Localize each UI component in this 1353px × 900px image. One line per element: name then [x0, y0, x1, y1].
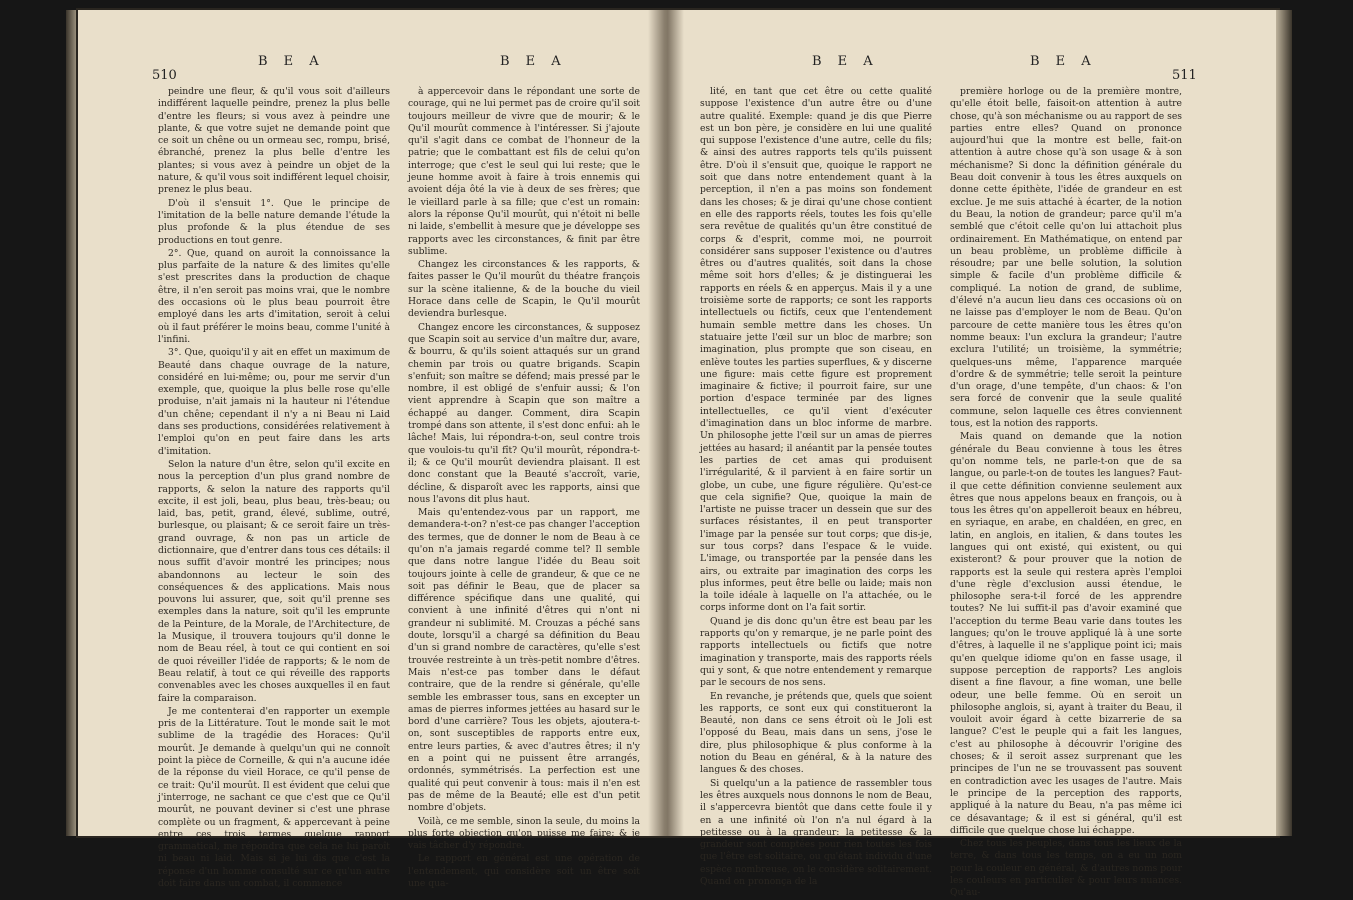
right-page-column-1 — [700, 86, 932, 887]
paragraph: Mais quand on demande que la notion générale du Beau convienne à tous les êtres qu'on nomme tels, ne parle-t-on que de sa langue, ou parle-t-on de toutes les langues? Faut-il que cette définition convienne seulement aux êtres que nous appelons beaux en françois, ou à tous les êtres qu'on appelleroit beaux en hébreu, en syriaque, en arabe, en chaldéen, en grec, en latin, en anglois, en italien, & dans toutes les langues qui ont existé, qui existent, ou qui existeront? & pour prouver que la notion de rapports est la seule qui restera après l'emploi d'une règle d'exclusion aussi étendue, le philosophe sera-t-il forcé de les apprendre toutes? Ne lui suffit-il pas d'avoir examiné que l'acception du terme Beau varie dans toutes les langues; qu'on le trouve appliqué là à une sorte d'êtres, à laquelle il ne s'applique point ici; mais qu'en quelque idiome qu'on en fasse usage, il suppose perception de rapports? Les anglois disent a fine flavour, a fine woman, une belle odeur, une belle femme. Où en seroit un philosophe anglois, si, ayant à traiter du Beau, il vouloit avoir égard à cette bizarrerie de sa langue? C'est le peuple qui a fait les langues, c'est au philosophe à découvrir l'origine des choses; & il seroit assez surprenant que les principes de l'un ne se trouvassent pas souvent en contradiction avec les usages de l'autre. Mais le principe de la perception des rapports, appliqué à la nature du Beau, n'a pas même ici ce désavantage; & il est si général, qu'il est difficile que quelque chose lui échappe. — [950, 431, 1182, 836]
right-page-column-2 — [950, 86, 1182, 899]
paragraph: Chez tous les peuples, dans tous les lieux de la terre, & dans tous les temps, on a eu un nom pour la couleur en général, & d'autres noms pour les couleurs en particulier & pour leurs nuances. Qu'au- — [950, 838, 1182, 899]
paragraph: Je me contenterai d'en rapporter un exemple pris de la Littérature. Tout le monde sait le mot sublime de la tragédie des Horaces: Qu'il mourût. Je demande à quelqu'un qui ne connoît point la pièce de Corneille, & qui n'a aucune idée de la réponse du vieil Horace, ce qu'il pense de ce trait: Qu'il mourût. Il est évident que celui que j'interroge, ne sachant ce que c'est que ce Qu'il mourût, ne pouvant deviner si c'est une phrase complète ou un fragment, & appercevant à peine entre ces trois termes quelque rapport grammatical, me répondra que cela ne lui paroît ni beau ni laid. Mais si je lui dis que c'est la réponse d'un homme consulté sur ce qu'un autre doit faire dans un combat, il commence — [158, 705, 390, 889]
running-head-right-col1: B E A — [812, 54, 879, 69]
left-page-column-2 — [408, 86, 640, 889]
book-edge-right — [1276, 10, 1292, 836]
paragraph: Changez encore les circonstances, & supposez que Scapin soit au service d'un maître dur, avare, & bourru, & qu'ils soient attaqués sur un grand chemin par trois ou quatre brigands. Scapin s'enfuit; son maître se défend; mais pressé par le nombre, il est obligé de s'enfuir aussi; & l'on vient apprendre à Scapin que son maître a échappé au danger. Comment, dira Scapin trompé dans son attente, il s'est donc enfui: ah le lâche! Mais, lui répondra-t-on, seul contre trois que voulois-tu qu'il fît? Qu'il mourût, répondra-t-il; & ce Qu'il mourût deviendra plaisant. Il est donc constant que la Beauté s'accroît, varie, décline, & disparoît avec les rapports, ainsi que nous l'avons dit plus haut. — [408, 321, 640, 505]
page-number-right: 511 — [1172, 68, 1197, 83]
paragraph: D'où il s'ensuit 1°. Que le principe de l'imitation de la belle nature demande l'étude la plus profonde & la plus étendue de ses productions en tout genre. — [158, 197, 390, 246]
paragraph: Voilà, ce me semble, sinon la seule, du moins la plus forte objection qu'on puisse me faire; & je vais tâcher d'y répondre. — [408, 815, 640, 852]
paragraph: Changez les circonstances & les rapports, & faites passer le Qu'il mourût du théatre françois sur la scène italienne, & de la bouche du vieil Horace dans celle de Scapin, le Qu'il mourût deviendra burlesque. — [408, 259, 640, 320]
left-page-column-1 — [158, 86, 390, 889]
paragraph: lité, en tant que cet être ou cette qualité suppose l'existence d'un autre être ou d'une autre qualité. Exemple: quand je dis que Pierre est un bon père, je considère en lui une qualité qui suppose l'existence d'une autre, celle du fils; & ainsi des autres rapports tels qu'ils puissent être. D'où il s'ensuit que, quoique le rapport ne soit que dans notre entendement quant à la perception, il n'en a pas moins son fondement dans les choses; & je dirai qu'une chose contient en elle des rapports réels, toutes les fois qu'elle sera revêtue de qualités qu'un être constitué de corps & d'esprit, comme moi, ne pourroit considérer sans supposer l'existence ou d'autres êtres ou d'autres qualités, soit dans la chose même soit hors d'elles; & je distinguerai les rapports en réels & en apperçus. Mais il y a une troisième sorte de rapports; ce sont les rapports intellectuels ou fictifs, ceux que l'entendement humain semble mettre dans les choses. Un statuaire jette l'œil sur un bloc de marbre; son imagination, plus prompte que son ciseau, en enlève toutes les parties superflues, & y discerne une figure: mais cette figure est proprement imaginaire & fictive; il pourroit faire, sur une portion d'espace terminée par des lignes intellectuelles, ce qu'il vient d'exécuter d'imagination dans un bloc informe de marbre. Un philosophe jette l'œil sur un amas de pierres jettées au hasard; il anéantit par la pensée toutes les parties de cet amas qui produisent l'irrégularité, & il parvient à en faire sortir un globe, un cube, une figure régulière. Qu'est-ce que cela signifie? Que, quoique la main de l'artiste ne puisse tracer un dessein que sur des surfaces résistantes, il en peut transporter l'image par la pensée sur tout corps; que dis-je, sur tous corps? dans l'espace & le vuide. L'image, ou transportée par la pensée dans les airs, ou extraite par imagination des corps les plus informes, peut être belle ou laide; mais non la toile idéale à laquelle on l'a attachée, ou le corps informe dont on l'a fait sortir. — [700, 86, 932, 614]
book-gutter — [648, 10, 684, 836]
paragraph: Quand je dis donc qu'un être est beau par les rapports qu'on y remarque, je ne parle point des rapports intellectuels ou fictifs que notre imagination y transporte, mais des rapports réels qui y sont, & que notre entendement y remarque par le secours de nos sens. — [700, 615, 932, 689]
paragraph: Si quelqu'un a la patience de rassembler tous les êtres auxquels nous donnons le nom de Beau, il s'appercevra bientôt que dans cette foule il y en a une infinité où l'on n'a nul égard à la petitesse ou à la grandeur: la petitesse & la grandeur sont comptées pour rien toutes les fois que l'être est solitaire, ou qu'étant individu d'une espèce nombreuse, on le considère solitairement. Quand on prononça de la — [700, 777, 932, 887]
paragraph: première horloge ou de la première montre, qu'elle étoit belle, faisoit-on attention à autre chose, qu'à son méchanisme ou au rapport de ses parties entre elles? Quand on prononce aujourd'hui que la montre est belle, fait-on attention à autre chose qu'à son usage & à son méchanisme? Si donc la définition générale du Beau doit convenir à tous les êtres auxquels on donne cette épithète, l'idée de grandeur en est exclue. Je me suis attaché à écarter, de la notion du Beau, la notion de grandeur; parce qu'il m'a semblé que c'étoit celle qu'on lui attachoit plus ordinairement. En Mathématique, on entend par un beau problème, un problème difficile à résoudre; par une belle solution, la solution simple & facile d'un problème difficile & compliqué. La notion de grand, de sublime, d'élevé n'a aucun lieu dans ces occasions où on ne laisse pas d'employer le nom de Beau. Qu'on parcoure de cette manière tous les êtres qu'on nomme beaux: l'un exclura la grandeur; l'autre exclura l'utilité; un troisième, la symmétrie; quelques-uns même, l'apparence marquée d'ordre & de symmétrie; telle seroit la peinture d'un orage, d'une tempête, d'un chaos: & l'on sera forcé de convenir que la seule qualité commune, selon laquelle ces êtres conviennent tous, est la notion des rapports. — [950, 86, 1182, 430]
paragraph: à appercevoir dans le répondant une sorte de courage, qui ne lui permet pas de croire qu'il soit toujours meilleur de vivre que de mourir; & le Qu'il mourût commence à l'intéresser. Si j'ajoute qu'il s'agit dans ce combat de l'honneur de la patrie; que le combattant est fils de celui qu'on interroge; que c'est le seul qui lui reste; que le jeune homme avoit à faire à trois ennemis qui avoient déja ôté la vie à deux de ses frères; que le vieillard parle à sa fille; que c'est un romain: alors la réponse Qu'il mourût, qui n'étoit ni belle ni laide, s'embellit à mesure que je développe ses rapports avec les circonstances, & finit par être sublime. — [408, 86, 640, 257]
paragraph: 3°. Que, quoiqu'il y ait en effet un maximum de Beauté dans chaque ouvrage de la nature, considéré en lui-même; ou, pour me servir d'un exemple, que, quoique la plus belle rose qu'elle produise, n'ait jamais ni la hauteur ni l'étendue d'un chêne; cependant il n'y a ni Beau ni Laid dans ses productions, considérées relativement à l'emploi qu'on en peut faire dans les arts d'imitation. — [158, 347, 390, 457]
paragraph: Le rapport en général est une opération de l'entendement, qui considère soit un être soit une qua- — [408, 853, 640, 889]
running-head-left-col2: B E A — [500, 54, 567, 69]
page-number-left: 510 — [152, 68, 177, 83]
paragraph: En revanche, je prétends que, quels que soient les rapports, ce sont eux qui constitueront la Beauté, non dans ce sens étroit où le Joli est l'opposé du Beau, mais dans un sens, j'ose le dire, plus philosophique & plus conforme à la notion du Beau en général, & à la nature des langues & des choses. — [700, 690, 932, 776]
paragraph: 2°. Que, quand on auroit la connoissance la plus parfaite de la nature & des limites qu'elle s'est prescrites dans la production de chaque être, il n'en seroit pas moins vrai, que le nombre des occasions où le plus beau pourroit être employé dans les arts d'imitation, seroit à celui où il faut préférer le moins beau, comme l'unité à l'infini. — [158, 247, 390, 345]
running-head-left-col1: B E A — [258, 54, 325, 69]
running-head-right-col2: B E A — [1030, 54, 1097, 69]
paragraph: Mais qu'entendez-vous par un rapport, me demandera-t-on? n'est-ce pas changer l'acception des termes, que de donner le nom de Beau à ce qu'on n'a jamais regardé comme tel? Il semble que dans notre langue l'idée du Beau soit toujours jointe à celle de grandeur, & que ce ne soit pas définir le Beau, que de placer sa différence spécifique dans une qualité, qui convient à une infinité d'êtres qui n'ont ni grandeur ni sublimité. M. Crouzas a péché sans doute, lorsqu'il a chargé sa définition du Beau d'un si grand nombre de caractères, qu'elle s'est trouvée restreinte à un très-petit nombre d'êtres. Mais n'est-ce pas tomber dans le défaut contraire, que de la rendre si générale, qu'elle semble les embrasser tous, sans en excepter un amas de pierres informes jettées au hasard sur le bord d'une carrière? Tous les objets, ajoutera-t-on, sont susceptibles de rapports entre eux, entre leurs parties, & avec d'autres êtres; il n'y en a point qui ne puissent être arrangés, ordonnés, symmétrisés. La perfection est une qualité qui peut convenir à tous: mais il n'en est pas de même de la Beauté; elle est d'un petit nombre d'objets. — [408, 507, 640, 814]
paragraph: peindre une fleur, & qu'il vous soit d'ailleurs indifférent laquelle peindre, prenez la plus belle d'entre les fleurs; si vous avez à peindre une plante, & que votre sujet ne demande point que ce soit un chêne ou un ormeau sec, rompu, brisé, ébranché, prenez la plus belle d'entre les plantes; si vous avez à peindre un objet de la nature, & qu'il vous soit indifférent lequel choisir, prenez le plus beau. — [158, 86, 390, 196]
paragraph: Selon la nature d'un être, selon qu'il excite en nous la perception d'un plus grand nombre de rapports, & selon la nature des rapports qu'il excite, il est joli, beau, plus beau, très-beau; ou laid, bas, petit, grand, élevé, sublime, outré, burlesque, ou plaisant; & ce seroit faire un très-grand ouvrage, & non pas un article de dictionnaire, que d'entrer dans tous ces détails: il nous suffit d'avoir montré les principes; nous abandonnons au lecteur le soin des conséquences & des applications. Mais nous pouvons lui assurer, que, soit qu'il prenne ses exemples dans la nature, soit qu'il les emprunte de la Peinture, de la Morale, de l'Architecture, de la Musique, il trouvera toujours qu'il donne le nom de Beau réel, à tout ce qui contient en soi de quoi réveiller l'idée de rapports; & le nom de Beau relatif, à tout ce qui réveille des rapports convenables avec les choses auxquelles il en faut faire la comparaison. — [158, 458, 390, 704]
